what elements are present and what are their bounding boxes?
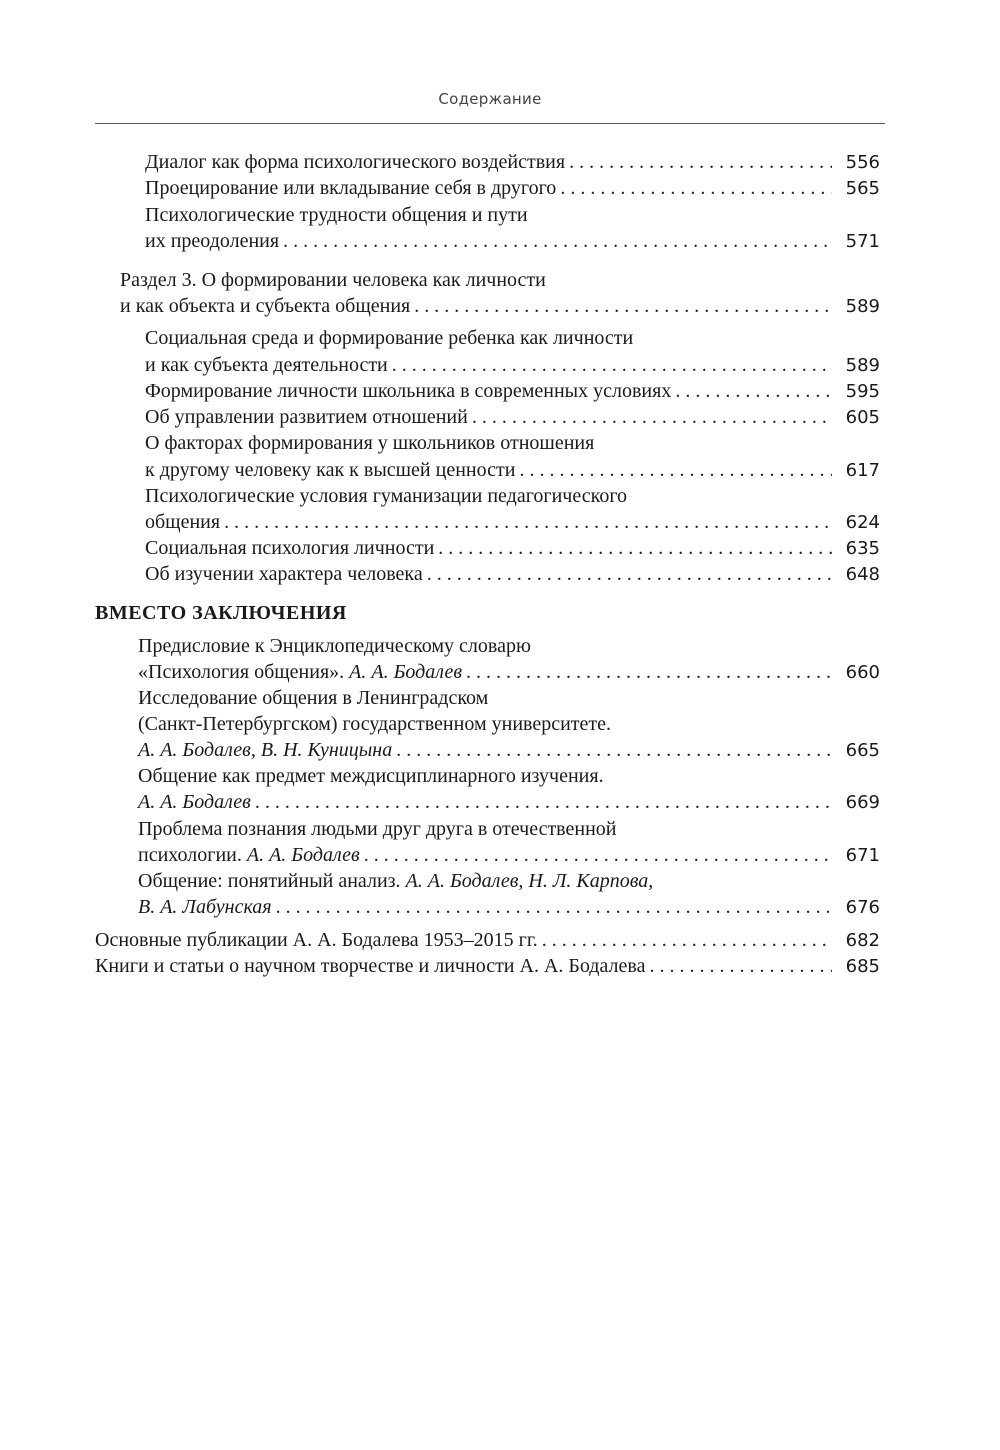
toc-entry-title-line: Социальная среда и формирование ребенка как личности — [145, 327, 634, 349]
toc-page-number: 669 — [845, 792, 880, 813]
toc-entry-title — [138, 739, 392, 762]
toc-page-number: 685 — [845, 956, 880, 977]
toc-entry-title — [138, 844, 360, 867]
toc-entry[interactable] — [145, 459, 880, 482]
toc-entry-title-line: Исследование общения в Ленинградском — [138, 687, 489, 709]
dot-leader — [283, 230, 832, 253]
toc-entry[interactable] — [145, 563, 880, 586]
entry-author: А. А. Бодалев, В. Н. Куницына — [138, 739, 393, 761]
toc-page-number: 565 — [845, 178, 880, 199]
toc-entry[interactable] — [145, 406, 880, 429]
toc-section-entry[interactable] — [120, 295, 880, 318]
toc-entry[interactable] — [145, 151, 880, 174]
toc-page-number: 665 — [845, 740, 880, 761]
dot-leader — [542, 929, 832, 952]
header-rule — [95, 123, 885, 124]
toc-page-number: 682 — [845, 930, 880, 951]
dot-leader — [255, 791, 832, 814]
entry-author: А. А. Бодалев — [246, 844, 360, 866]
toc-entry-title: их преодоления — [145, 230, 280, 252]
toc-entry-title-line: Психологические условия гуманизации педагогического — [145, 485, 628, 507]
toc-entry-title: Об управлении развитием отношений — [145, 406, 468, 428]
entry-author: В. А. Лабунская — [138, 896, 272, 918]
dot-leader — [569, 151, 832, 174]
entry-author: А. А. Бодалев, Н. Л. Карпова, — [405, 870, 654, 892]
dot-leader — [396, 739, 832, 762]
toc-page-number: 589 — [845, 296, 880, 317]
toc-page-number: 595 — [845, 381, 880, 402]
toc-entry-title-line: О факторах формирования у школьников отношения — [145, 432, 595, 454]
dot-leader — [414, 295, 832, 318]
toc-page-number: 617 — [845, 460, 880, 481]
toc-entry[interactable] — [138, 661, 880, 684]
toc-entry[interactable] — [145, 177, 880, 200]
entry-author: А. А. Бодалев — [349, 661, 463, 683]
dot-leader — [649, 955, 832, 978]
toc-page-number: 660 — [845, 662, 880, 683]
toc-entry-title: Об изучении характера человека — [145, 563, 423, 585]
toc-entry-title: и как объекта и субъекта общения — [120, 295, 411, 317]
entry-author: А. А. Бодалев — [138, 791, 251, 813]
toc-entry[interactable] — [138, 896, 880, 919]
dot-leader — [224, 511, 832, 534]
toc-entry-title-line: (Санкт-Петербургском) государственном университете. — [138, 713, 612, 735]
toc-entry-title: и как субъекта деятельности — [145, 354, 388, 376]
toc-page-number: 624 — [845, 512, 880, 533]
toc-entry[interactable] — [138, 844, 880, 867]
dot-leader — [427, 563, 832, 586]
toc-page-number: 556 — [845, 152, 880, 173]
dot-leader — [276, 896, 832, 919]
toc-entry-title — [138, 661, 462, 684]
toc-entry-title-line: Предисловие к Энциклопедическому словарю — [138, 635, 531, 657]
toc-entry-title: Диалог как форма психологического воздействия — [145, 151, 566, 173]
toc-entry[interactable] — [145, 537, 880, 560]
toc-entry-title: Основные публикации А. А. Бодалева 1953–2015 гг. — [95, 929, 538, 951]
toc-entry-title: общения — [145, 511, 221, 533]
toc-entry-title: Формирование личности школьника в современных условиях — [145, 380, 672, 402]
toc-page-number: 571 — [845, 231, 880, 252]
toc-page-number: 635 — [845, 538, 880, 559]
toc-entry-title-line: Психологические трудности общения и пути — [145, 204, 528, 226]
toc-entry[interactable] — [145, 230, 880, 253]
toc-entry-title: к другому человеку как к высшей ценности — [145, 459, 516, 481]
dot-leader — [364, 844, 832, 867]
toc-entry-title-line — [138, 870, 653, 893]
dot-leader — [438, 537, 832, 560]
toc-entry-title: Социальная психология личности — [145, 537, 435, 559]
toc-entry[interactable] — [95, 955, 880, 978]
entry-title-text: Общение: понятийный анализ. — [138, 870, 401, 892]
toc-entry-title — [138, 791, 251, 814]
toc-entry-title: Проецирование или вкладывание себя в другого — [145, 177, 557, 199]
dot-leader — [560, 177, 832, 200]
toc-entry-title — [138, 896, 272, 919]
dot-leader — [675, 380, 832, 403]
part-heading[interactable]: ВМЕСТО ЗАКЛЮЧЕНИЯ — [95, 602, 347, 624]
running-head: Содержание — [438, 90, 542, 108]
entry-title-text: психологии. — [138, 844, 242, 866]
toc-entry[interactable] — [145, 380, 880, 403]
toc-entry-title-line: Общение как предмет междисциплинарного изучения. — [138, 765, 604, 787]
toc-entry[interactable] — [145, 511, 880, 534]
toc-entry-title: Книги и статьи о научном творчестве и личности А. А. Бодалева — [95, 955, 646, 977]
dot-leader — [519, 459, 832, 482]
toc-entry[interactable] — [95, 929, 880, 952]
dot-leader — [472, 406, 832, 429]
toc-entry[interactable] — [138, 739, 880, 762]
toc-entry[interactable] — [145, 354, 880, 377]
dot-leader — [392, 354, 832, 377]
toc-page-number: 589 — [845, 355, 880, 376]
toc-entry-title-line: Проблема познания людьми друг друга в отечественной — [138, 818, 617, 840]
section-title-line: Раздел 3. О формировании человека как личности — [120, 269, 546, 291]
dot-leader — [466, 661, 832, 684]
entry-title-text: «Психология общения». — [138, 661, 345, 683]
toc-page-number: 671 — [845, 845, 880, 866]
toc-page-number: 605 — [845, 407, 880, 428]
toc-page-number: 648 — [845, 564, 880, 585]
toc-page-number: 676 — [845, 897, 880, 918]
toc-entry[interactable] — [138, 791, 880, 814]
